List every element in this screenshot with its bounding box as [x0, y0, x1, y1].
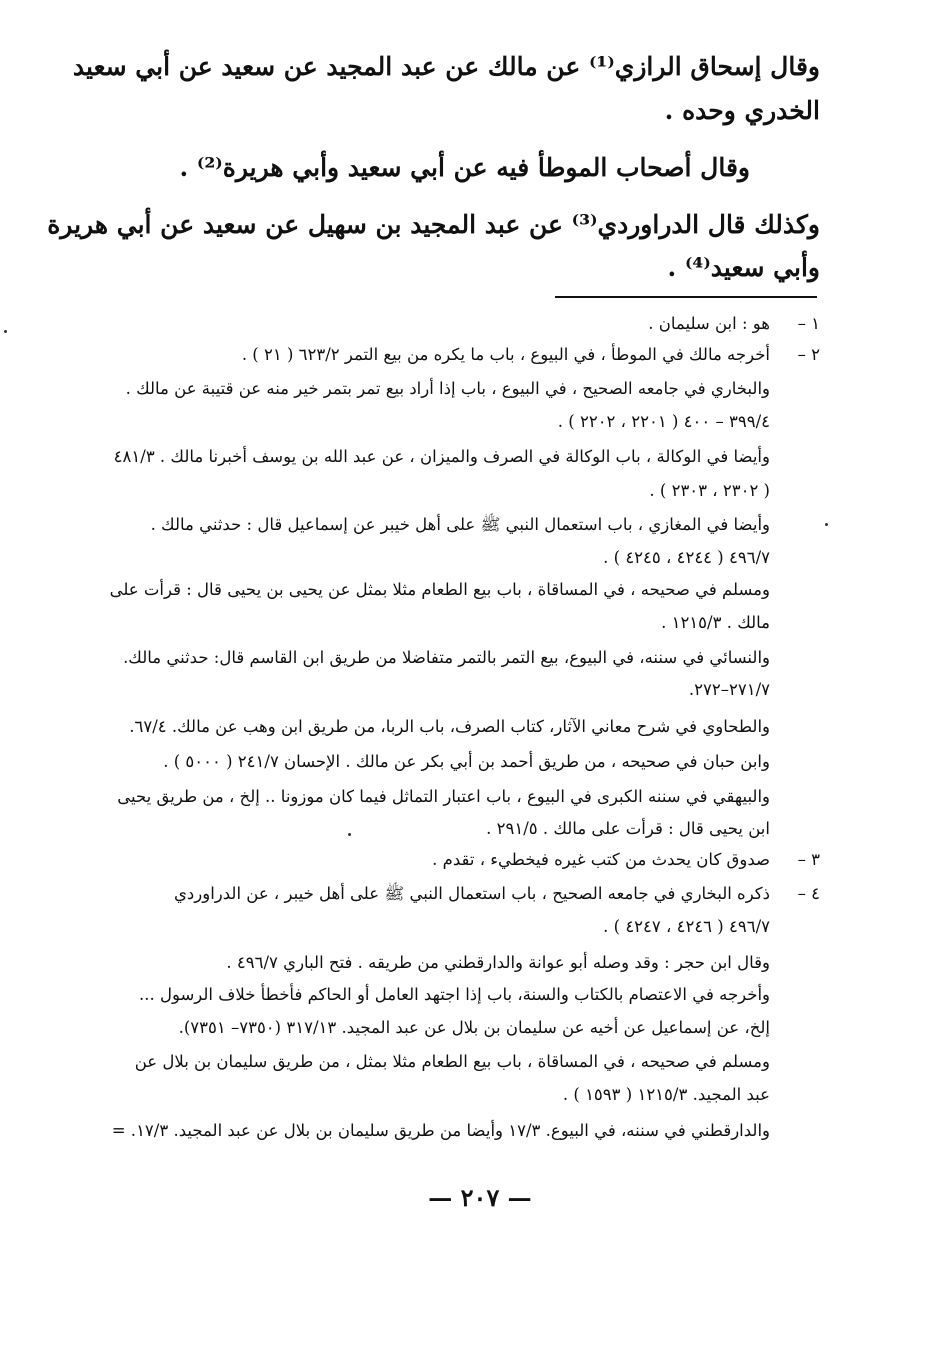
footnote-2-line-1: أخرجه مالك في الموطأ ، في البيوع ، باب ما يكره من بيع التمر ٦٢٣/٢ ( ٢١ ) .: [241, 345, 770, 364]
main-line-1: وقال إسحاق الرازي⁽¹⁾ عن مالك عن عبد المجيد عن سعيد عن أبي سعيد: [72, 52, 820, 81]
footnote-2-line-11: ٢٧١/٧–٢٧٢.: [688, 680, 770, 699]
footnote-4-line-1: ذكره البخاري في جامعه الصحيح ، باب استعمال النبي ﷺ على أهل خيبر ، عن الدراوردي: [174, 884, 770, 903]
main-line-4: وكذلك قال الدراوردي⁽³⁾ عن عبد المجيد بن سهيل عن سعيد عن أبي هريرة: [47, 210, 820, 239]
scan-speck: [4, 330, 7, 333]
footnote-separator: [555, 296, 817, 298]
footnote-number-4: ٤ –: [797, 884, 820, 903]
scan-speck: [825, 523, 828, 526]
footnote-4-line-6: ومسلم في صحيحه ، في المساقاة ، باب بيع الطعام مثلا بمثل ، من طريق سليمان بن بلال عن: [134, 1052, 770, 1071]
footnote-4-line-3: وقال ابن حجر : وقد وصله أبو عوانة والدارقطني من طريقه . فتح الباري ٤٩٦/٧ .: [226, 953, 770, 972]
footnote-2-line-10: والنسائي في سننه، في البيوع، بيع التمر بالتمر متفاضلا من طريق ابن القاسم قال: حدثني مالك.: [123, 648, 770, 667]
footnote-2-line-7: ٤٩٦/٧ ( ٤٢٤٤ ، ٤٢٤٥ ) .: [603, 548, 770, 567]
footnote-2-line-13: وابن حبان في صحيحه ، من طريق أحمد بن أبي بكر عن مالك . الإحسان ٢٤١/٧ ( ٥٠٠٠ ) .: [163, 752, 770, 771]
footnote-4-line-8: والدارقطني في سننه، في البيوع. ١٧/٣ وأيضا من طريق سليمان بن بلال عن عبد المجيد. ١٧/٣. =: [111, 1121, 770, 1140]
main-line-2: الخدري وحده .: [664, 96, 820, 125]
footnote-number-1: ١ –: [797, 314, 820, 333]
footnote-4-line-4: وأخرجه في الاعتصام بالكتاب والسنة، باب إذا اجتهد العامل أو الحاكم فأخطأ خلاف الرسول ...: [138, 985, 770, 1004]
footnote-2-line-9: مالك . ١٢١٥/٣ .: [661, 613, 770, 632]
main-line-3: وقال أصحاب الموطأ فيه عن أبي سعيد وأبي هريرة⁽²⁾ .: [179, 153, 750, 182]
footnote-number-2: ٢ –: [797, 345, 820, 364]
page-number: — ٢٠٧ —: [428, 1183, 532, 1212]
footnote-2-line-4: وأيضا في الوكالة ، باب الوكالة في الصرف والميزان ، عن عبد الله بن يوسف أخبرنا مالك . ٤٨١/٣: [113, 447, 770, 466]
footnote-2-line-15: ابن يحيى قال : قرأت على مالك . ٢٩١/٥ .: [486, 819, 770, 838]
footnote-2-line-2: والبخاري في جامعه الصحيح ، في البيوع ، باب إذا أراد بيع تمر بتمر خير منه عن قتيبة عن مالك .: [125, 379, 770, 398]
footnote-4-line-5: إلخ، عن إسماعيل عن أخيه عن سليمان بن بلال عن عبد المجيد. ٣١٧/١٣ (٧٣٥٠– ٧٣٥١).: [178, 1018, 770, 1037]
footnote-2-line-6: وأيضا في المغازي ، باب استعمال النبي ﷺ على أهل خيبر عن إسماعيل قال : حدثني مالك .: [150, 515, 770, 534]
scan-speck: [348, 833, 351, 836]
footnote-number-3: ٣ –: [797, 850, 820, 869]
footnote-4-line-2: ٤٩٦/٧ ( ٤٢٤٦ ، ٤٢٤٧ ) .: [603, 917, 770, 936]
footnote-3-line-1: صدوق كان يحدث من كتب غيره فيخطيء ، تقدم .: [432, 850, 770, 869]
footnote-2-line-14: والبيهقي في سننه الكبرى في البيوع ، باب اعتبار التماثل فيما كان موزونا .. إلخ ، من طريق يحيى: [117, 787, 770, 806]
main-line-5: وأبي سعيد⁽⁴⁾ .: [667, 253, 820, 282]
footnote-2-line-3: ٣٩٩/٤ – ٤٠٠ ( ٢٢٠١ ، ٢٢٠٢ ) .: [557, 412, 770, 431]
footnote-2-line-8: ومسلم في صحيحه ، في المساقاة ، باب بيع الطعام مثلا بمثل عن يحيى بن يحيى قال : قرأت على: [109, 580, 770, 599]
footnote-2-line-12: والطحاوي في شرح معاني الآثار، كتاب الصرف، باب الربا، من طريق ابن وهب عن مالك. ٦٧/٤.: [129, 717, 770, 736]
footnote-4-line-7: عبد المجيد. ١٢١٥/٣ ( ١٥٩٣ ) .: [562, 1085, 770, 1104]
footnote-1-line-1: هو : ابن سليمان .: [648, 314, 770, 333]
footnote-2-line-5: ( ٢٣٠٢ ، ٢٣٠٣ ) .: [649, 481, 770, 500]
